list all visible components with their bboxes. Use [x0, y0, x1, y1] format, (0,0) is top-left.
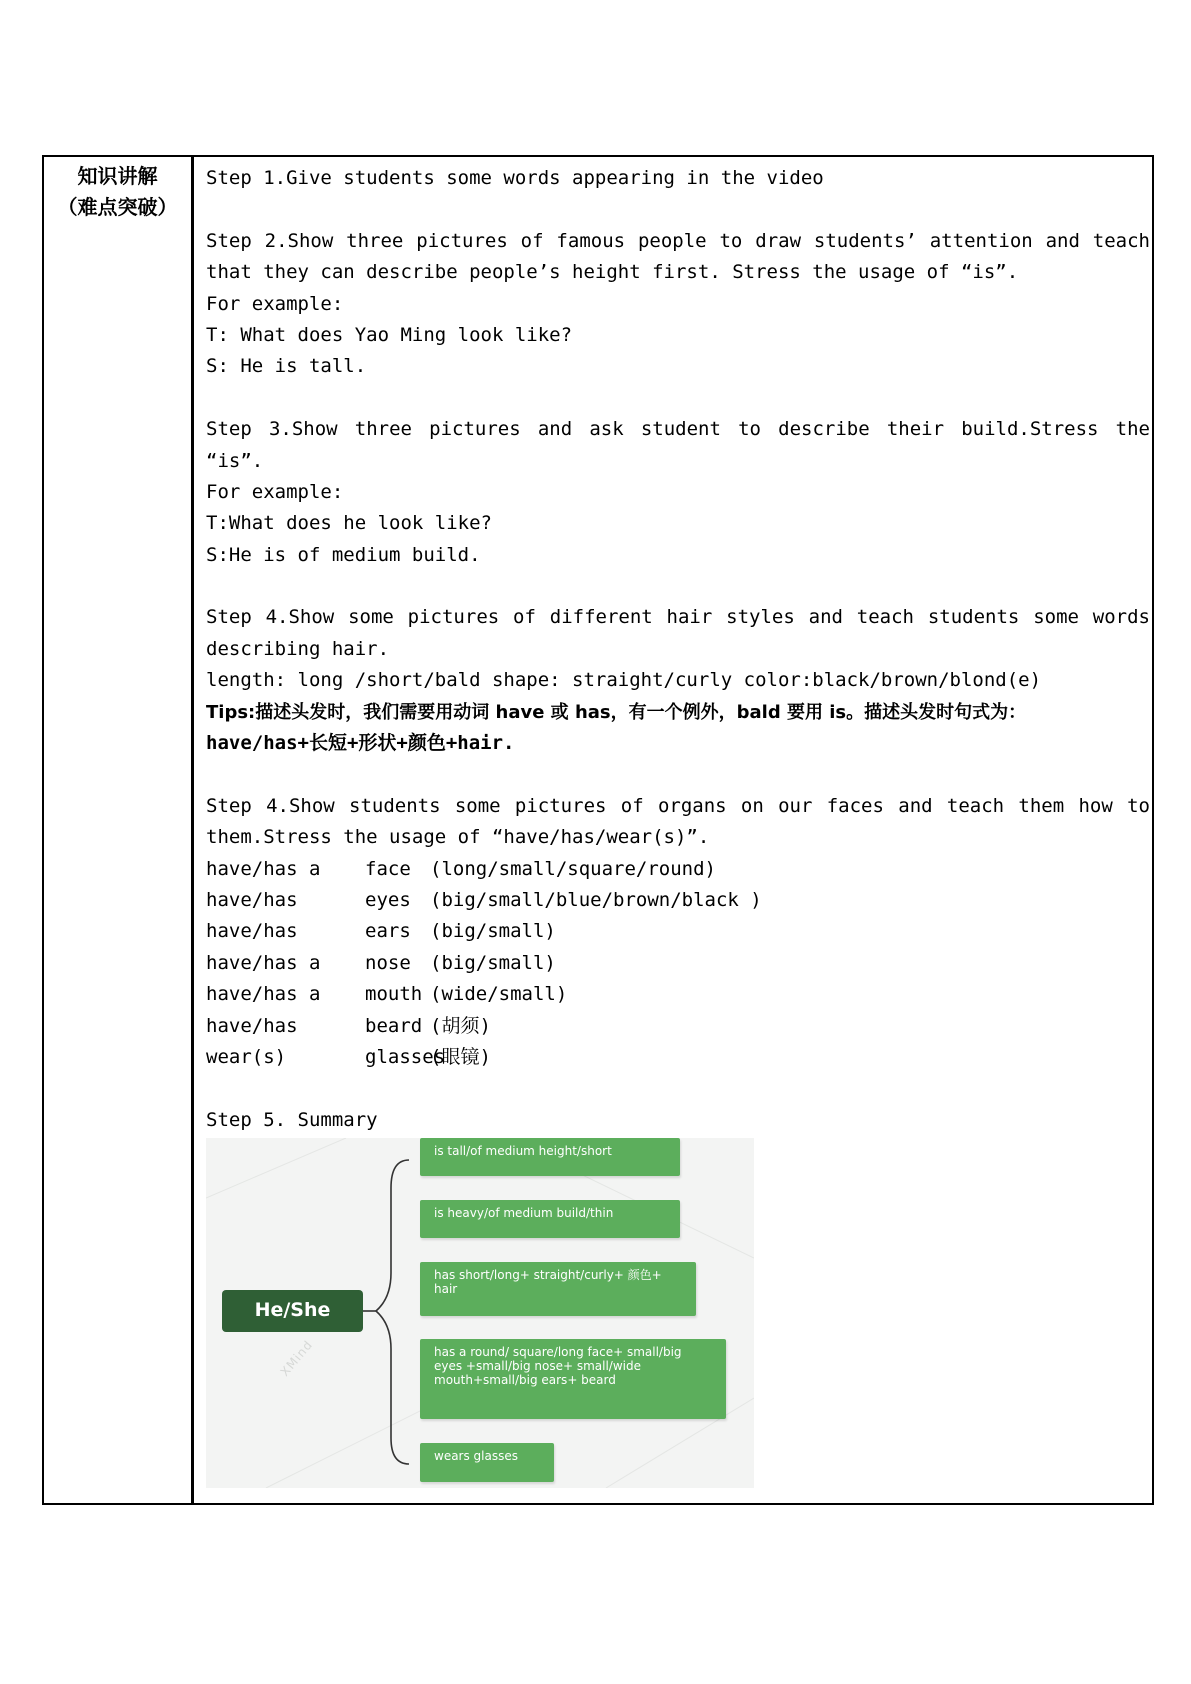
mindmap-branch: has short/long+ straight/curly+ 颜色+ hair — [420, 1262, 696, 1316]
vocab-row: have/has ears (big/small) — [206, 920, 556, 943]
mindmap-branch: wears glasses — [420, 1443, 554, 1482]
mindmap-branch: has a round/ square/long face+ small/big eyes +small/big nose+ small/wide mouth+small/big ears+ beard — [420, 1339, 726, 1419]
vocab-row: wear(s) glasses (眼镜) — [206, 1045, 491, 1068]
tips-line-1: Tips:描述头发时，我们需要用动词 have 或 has，有一个例外，bald 要用 is。描述头发时句式为： — [206, 701, 1027, 723]
mindmap-branch: is tall/of medium height/short — [420, 1138, 680, 1176]
step-3-teacher-line: T:What does he look like? — [206, 512, 492, 535]
step-2-line-1: Step 2.Show three pictures of famous people to draw students’ attention and teach — [206, 229, 1150, 252]
step-4b-line-2: them.Stress the usage of “have/has/wear(s)”. — [206, 826, 710, 849]
section-label-cell — [44, 157, 194, 1503]
content-cell — [206, 163, 1150, 1488]
vocab-row: have/has beard (胡须) — [206, 1014, 491, 1037]
step-5: Step 5. Summary — [206, 1108, 378, 1131]
step-1: Step 1.Give students some words appearing in the video — [206, 167, 824, 189]
xmind-watermark: XMind — [277, 1337, 316, 1380]
tips-line-2: have/has+长短+形状+颜色+hair. — [206, 732, 515, 755]
step-3-example-label: For example: — [206, 480, 344, 503]
section-subtitle: （难点突破） — [57, 195, 178, 219]
mindmap-branch: is heavy/of medium build/thin — [420, 1200, 680, 1238]
vocab-row: have/has a mouth (wide/small) — [206, 983, 568, 1006]
face-vocab-list — [206, 854, 1150, 1074]
lesson-table — [42, 155, 1154, 1505]
step-2-teacher-line: T: What does Yao Ming look like? — [206, 323, 573, 346]
hair-vocab-line: length: long /short/bald shape: straight/curly color:black/brown/blond(e) — [206, 669, 1042, 692]
step-2-student-line: S: He is tall. — [206, 355, 367, 378]
step-4b-line-1: Step 4.Show students some pictures of organs on our faces and teach them how to — [206, 794, 1150, 817]
mindmap-center-node: He/She — [222, 1290, 363, 1332]
summary-mindmap — [206, 1138, 754, 1488]
step-2-example-label: For example: — [206, 292, 344, 315]
vocab-row: have/has eyes (big/small/blue/brown/black ) — [206, 888, 762, 911]
vocab-row: have/has a nose (big/small) — [206, 951, 556, 974]
step-3-line-1: Step 3.Show three pictures and ask student to describe their build.Stress the — [206, 418, 1150, 441]
section-title: 知识讲解 — [77, 164, 158, 188]
step-2-line-2: that they can describe people’s height first. Stress the usage of “is”. — [206, 261, 1019, 284]
vocab-row: have/has a face (long/small/square/round) — [206, 857, 716, 880]
step-3-line-2: “is”. — [206, 449, 264, 472]
step-4-line-2: describing hair. — [206, 637, 390, 660]
step-3-student-line: S:He is of medium build. — [206, 543, 481, 566]
step-4-line-1: Step 4.Show some pictures of different hair styles and teach students some words — [206, 606, 1150, 629]
